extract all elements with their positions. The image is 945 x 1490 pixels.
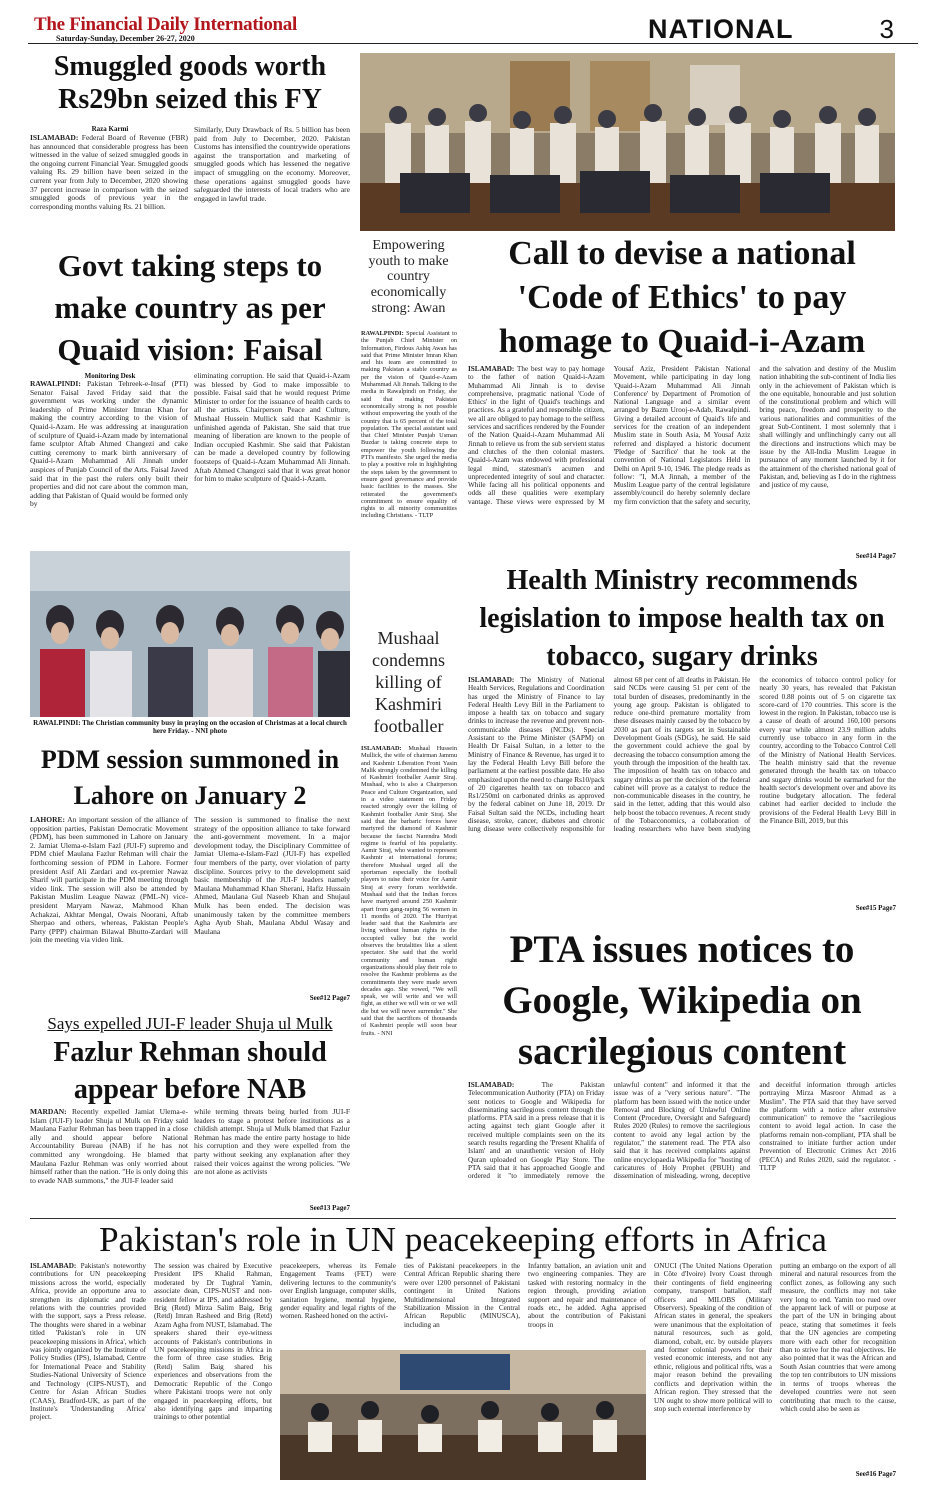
fazl-kicker: Says expelled JUI-F leader Shuja ul Mulk bbox=[47, 1014, 333, 1033]
africa-col-e: Infantry battalion, an aviation unit and two engineering companies. They are tasked with restoring normalcy in the region through, providing aviation support and repair and maintenance of roads etc., he added. Agha apprised about the contribution of Pakistani troops in bbox=[528, 1262, 646, 1329]
ethics-continuation: See#14 Page7 bbox=[855, 552, 896, 560]
ethics-headline: Call to devise a national 'Code of Ethics' to pay homage to Quaid-i-Azam bbox=[498, 235, 866, 360]
health-dateline: ISLAMABAD: bbox=[468, 676, 515, 684]
health-body bbox=[468, 676, 896, 904]
govt-col1 bbox=[30, 380, 188, 543]
church-photo bbox=[30, 551, 350, 717]
empowering-text: Special Assistant to the Punjab Chief Minister on Information, Firdous Ashiq Awan has said that Prime Minister Imran Khan and his team are committed to making Pakistan a stable country as per the vision of Quaid-e-Azam Muhammad Ali Jinnah. Talking to the media in Rawalpindi on Friday, she said that making Pakistan economically strong is not possible without empowering the youth of the country that is 65 percent of the total population. The special assistant said that Chief Minister Punjab Usman Buzdar is taking concrete steps to empower the youth following the PTI's manifesto. She urged the media to play a positive role in highlighting the steps taken by the government to ensure good governance and provide basic facilities to the masses. She reiterated the government's commitment to ensure equality of rights to all minority communities including Christians. - TLTP bbox=[361, 330, 457, 520]
fazl-text-1: Recently expelled Jamiat Ulema-e-Islam (JUI-F) leader Shuja ul Mulk on Friday said Maulana Fazlur Rehman has been trapped in a close ally and should appear before National Accountability Bureau (NAB) if he has not committed any wrongdoing. He blamed that Maulana Fazlur Rehman was only worried about himself rather than the nation. "He is only doing this to evade NAB summons," the JUI-F leader said bbox=[30, 1108, 188, 1185]
church-photo-image bbox=[30, 551, 350, 717]
africa-headline: Pakistan's role in UN peacekeeping efforts in Africa bbox=[99, 1220, 827, 1259]
govt-dateline: RAWALPINDI: bbox=[30, 380, 81, 388]
fazl-col2: while terming threats being hurled from JUI-F leaders to stage a protest before institutions as a childish attempt. Shuja ul Mulk blamed that Fazlur Rehman has made the entire party hostage to hide his corruption and they were expelled from the party without seeking any explanation after they raised their voices against the wrong policies. "We are not alone as activists bbox=[194, 1108, 350, 1177]
health-headline: Health Ministry recommends legislation to impose health tax on tobacco, sugary drinks bbox=[479, 565, 885, 672]
govt-col2: eliminating corruption. He said that Quaid-i-Azam was blessed by God to make impossible to possible. Faisal said that he would request Prime Minister to order for the issuance of health cards to all the artists. Chairperson Peace and Culture, Mushaal Hussein Mullick said that Kashmir is unfinished agenda of Pakistan. She said that true meaning of liberation are known to the people of Indian occupied Kashmir. She said that Pakistan can be made a developed country by following footsteps of Quaid-i-Azam Muhammad Ali Jinnah. Aftab Ahmed Changezi said that it was great honor for him to make sculpture of Quaid-i-Azam. bbox=[194, 372, 350, 484]
govt-headline: Govt taking steps to make country as per Quaid vision: Faisal bbox=[54, 248, 326, 367]
smuggled-headline: Smuggled goods worth Rs29bn seized this FY bbox=[53, 51, 327, 116]
empowering-dateline: RAWALPINDI: bbox=[361, 330, 404, 337]
pdm-col1 bbox=[30, 816, 188, 1002]
ethics-text: The best way to pay homage to the father of nation Quaid-i-Azam Muhammad Ali Jinnah is to devise comprehensive, pragmatic national 'Code of Ethics' in the light of Quaid's teachings and practices. As a grateful and responsible citizen, we all are obliged to pay homage to the selfless services and sacrifices rendered by the Founder of the Nation Quaid-i-Azam Muhammad Ali Jinnah to relieve us from the sub servient status and clutches of the then colonial masters. Quaid-i-Azam was endowed with professional legal mind, statesman's acumen and unprecedented integrity of soul and character. While facing all his political opponents and odds all these qualities were exemplary vantage. These views were expressed by M Yousaf Aziz, President Pakistan National Movement, while participating in day long 'Quaid-i-Azam Muhammad Ali Jinnah Conference' by Department of Promotion of National Language and a similar event arranged by Bazm Urooj-e-Adab, Rawalpindi. Giving a detailed account of Quaid's life and services for the creation of an independent Muslim state in South Asia, M Yousaf Aziz referred and displayed a historic document 'Pledge of Sacrifice' that he took at the convention of National Legislators Held in Delhi on April 9-10, 1946. The pledge reads as follow: "I, M.A Jinnah, a member of the Muslim League party of the central legislature assembly/council do hereby solemnly declare my firm conviction that the safety and security, and the salvation and destiny of the Muslim nation inhabiting the sub-continent of India lies only in the achievement of Pakistan which is the one equitable, honourable and just solution of the constitutional problem and which will bring peace, freedom and prosperity to the various nationalities and communities of the great Sub-Continent. I most solemnly that i shall willingly and unflinchingly carry out all the directions and instructions which may be issue by the All-India Muslim League in pursuance of any moment launched by it for the attainment of the cherished national goal of Pakistan, and, believing as I do in the rightness and justice of my cause, bbox=[468, 365, 896, 506]
smuggled-col2: Similarly, Duty Drawback of Rs. 5 billion has been paid from July to December, 2020. Pakistan Customs has intensified the countrywide operations against the transportation and marketing of smuggled goods which has lessened the negative impact of smuggling on the economy. Moreover, these operations against smuggled goods have safeguarded the interests of local traders who are engaged in lawful trade. bbox=[194, 126, 350, 203]
govt-byline: Monitoring Desk bbox=[84, 372, 136, 380]
issue-date: Saturday-Sunday, December 26-27, 2020 bbox=[56, 34, 195, 43]
pta-text: The Pakistan Telecommunication Authority (PTA) on Friday sent notices to Google and Wikipedia for disseminating sacrilegious content through the platforms. PTA said in a press release that it is acting against tech giant Google after it received multiple complaints seen on the its search results regarding the 'Present Khalifa of Islam' and an unauthentic version of Holy Quran uploaded on Google Play Store. The PTA said that it has approached Google and ordered it "to immediately remove the unlawful content" and informed it that the issue was of a "very serious nature". "The platform has been issued with the notice under Removal and Blocking of Unlawful Online Content (Procedure, Oversight and Safeguard) Rules 2020 (Rules) to remove the sacrilegious content to avoid any legal action by the regulator," the statement read. The PTA also said that it has received complaints against online encyclopaedia Wikipedia for "hosting of caricatures of Holy Prophet (PBUH) and dissemination of misleading, wrong, deceptive and deceitful information through articles portraying Mirza Masroor Ahmad as a Muslim". The PTA said that they have served the platform with a notice after extensive communication" to remove the "sacrilegious content to avoid legal action. In case the platforms remain non-compliant, PTA shall be constrained to initiate further action under Prevention of Electronic Crimes Act 2016 (PECA) and Rules 2020, said the regulator. - TLTP bbox=[468, 1081, 896, 1181]
webinar-photo-image bbox=[280, 1350, 646, 1480]
fazl-dateline: MARDAN: bbox=[30, 1108, 67, 1116]
pdm-col2: The session is summoned to finalise the next strategy of the opposition alliance to take forward the anti-government movement. In a major development today, the Disciplinary Committee of Jamiat Ulema-e-Islam-Fazl (JUI-F) has expelled four members of the party, over violation of party discipline. Sources privy to the development said basic membership of the JUI-F leaders namely Maulana Muhammad Khan Sherani, Hafiz Hussain Ahmed, Maulana Gul Naseeb Khan and Shujaul Mulk has been ended. The decision was unanimously taken by the committee members Agha Ayub Shah, Maulana Abdul Wasay and Maulana bbox=[194, 816, 350, 936]
pta-body bbox=[468, 1081, 896, 1215]
africa-continuation: See#16 Page7 bbox=[855, 1470, 896, 1478]
smuggled-dateline: ISLAMABAD: bbox=[30, 134, 79, 142]
africa-col-f: ONUCI (The United Nations Operation in Côte d'Ivoire) Ivory Coast through their contingents of field engineering company, transport battalion, staff officers and MILOBS (Military Observers). Speaking of the condition of African states in general, the speakers were unanimous that the exploitation of natural resources, such as gold, diamond, cobalt, etc. by outside players and former colonial powers for their vested economic interests, and not any ethnic, religious and political rifts, was a major reason behind the prevailing conflicts and deprivation within the African region. They stressed that the UN ought to show more political will to stop such external interference by bbox=[654, 1262, 772, 1413]
africa-dateline: ISLAMABAD: bbox=[30, 1262, 77, 1270]
health-continuation: See#15 Page7 bbox=[855, 904, 896, 912]
africa-col-g: putting an embargo on the export of all mineral and natural resources from the conflict zones, as following any such measure, the conflicts may not take very long to end. Yamin too rued over the apparent lack of will or purpose at the part of the UN in bringing about peace, stating that sometimes it feels that the UN agencies are competing more with each other for recognition than to strive for the real objectives. He also pointed that it was the African and South Asian countries that were among the top ten contributors to UN missions in terms of troops whereas the developed countries were not seen contributing that much to the cause, which could also be seen as bbox=[780, 1262, 896, 1413]
fazl-headline: Fazlur Rehman should appear before NAB bbox=[53, 1037, 327, 1105]
pdm-headline: PDM session summoned in Lahore on January 2 bbox=[40, 745, 340, 810]
africa-col-b: The session was chaired by Executive President IPS Khalid Rahman, moderated by Dr Tughral Yamin, associate dean, CIPS-NUST and non-resident fellow at IPS, and addressed by Brig (Retd) Mirza Salim Baig, Brig (Retd) Imran Rasheed and Brig (Retd) Azam Agha from NUST, Islamabad. The speakers shared their eye-witness accounts of Pakistan's contributions in UN peacekeeping missions in Africa in the form of three case studies. Brig (Retd) Salim Baig shared his experiences and observations from the Democratic Republic of the Congo where Pakistani troops were not only engaged in peacekeeping efforts, but also identifying gaps and imparting trainings to other potential bbox=[154, 1262, 272, 1422]
smuggled-byline: Raza Karmi bbox=[91, 125, 129, 133]
church-photo-caption: RAWALPINDI: The Christian community busy in praying on the occasion of Christmas at a local church here Friday. - NNI photo bbox=[33, 719, 347, 735]
section-name: NATIONAL bbox=[648, 14, 794, 44]
empowering-headline: Empowering youth to make country economically strong: Awan bbox=[368, 238, 449, 316]
publication-name: The Financial Daily International bbox=[34, 14, 297, 35]
pdm-continuation: See#12 Page7 bbox=[309, 994, 350, 1002]
ethics-dateline: ISLAMABAD: bbox=[468, 365, 515, 373]
pdm-text-1: An important session of the alliance of opposition parties, Pakistan Democratic Movement (PDM), has been summoned in Lahore on January 2. Jamiat Ulema-e-Islam Fazl (JUI-F) supremo and PDM chief Maulana Fazlur Rehman will chair the forthcoming session of PDM in Lahore. Former president Asif Ali Zardari and ex-premier Nawaz Sharif will participate in the PDM meeting through video link. The session will also be attended by Pakistan Muslim League Nawaz (PML-N) vice-president Maryam Nawaz, Mahmood Khan Achakzai, Akhtar Mengal, Owais Noorani, Aftab Sherpao and others, whereas, Pakistan People's Party (PPP) chairman Bilawal Bhutto-Zardari will join the meeting via video link. bbox=[30, 816, 188, 945]
mushaal-text: Mushaal Hussein Mullick, the wife of chairman Jammu and Kashmir Liberation Front Yasin Malik strongly condemned the killing of Kashmiri footballer Aamir Siraj. Mushaal, who is also a Chairperson Peace and Culture Organization, said in a video statement on Friday reacted strongly over the killing of Kashmiri footballer Amir Siraj. She said that the barbaric forces have martyred the diamond of Kashmir because the fascist Narendra Modi regime is fearful of his popularity. Aamir Siraj, who wanted to represent Kashmir at international forums; therefore Mushaal urged all the sportsman especially the football players to raise their voice for Aamir Siraj at every forum worldwide. Mushaal said that the Indian forces have martyred around 250 Kashmir apart from gang-raping 56 women in 11 months of 2020. The Hurriyat leader said that the Kashmiris are living without human rights in the occupied valley but the world observes the brutalities like a silent spectator. She said that the world community and human right organizations should play their role to resolve the Kashmir problems as the commitments they were made seven decades ago. She vowed, "We will speak, we will write and we will fight, as either we will win or we will die but we will never surrender." She said that the sacrifices of thousands of Kashmiri people will soon bear fruits. - NNI bbox=[361, 745, 457, 1037]
pta-headline: PTA issues notices to Google, Wikipedia on sacrilegious content bbox=[502, 928, 862, 1073]
fazl-col1 bbox=[30, 1108, 188, 1214]
govt-text-1: Pakistan Tehreek-e-Insaf (PTI) Senator Faisal Javed Friday said that the government was working under the dynamic leadership of Prime Minister Imran Khan for making the country according to the vision of Quaid-i-Azam. He was addressing at inauguration of sculpture of Quaid-i-Azam made by international fame sculptor Aftab Ahmed Changezi and cake cutting ceremony to mark birth anniversary of Quaid-i-Azam Muhammad Ali Jinnah under auspices of Punjab Council of the Arts. Faisal Javed said that in the past the rulers only built their properties and did not care about the common man, adding that Pakistan of Quaid would be formed only by bbox=[30, 380, 188, 509]
conference-photo bbox=[360, 53, 895, 231]
fazl-continuation: See#13 Page7 bbox=[309, 1204, 350, 1212]
smuggled-col1 bbox=[30, 134, 188, 246]
page-number: 3 bbox=[879, 14, 894, 44]
mushaal-body bbox=[361, 745, 457, 1185]
africa-col-a bbox=[30, 1262, 146, 1480]
pdm-dateline: LAHORE: bbox=[30, 816, 66, 824]
empowering-body bbox=[361, 330, 457, 615]
smuggled-text-1: Federal Board of Revenue (FBR) has announced that considerable progress has been witnessed in the value of seized smuggled goods in the ongoing current Financial Year. Smuggled goods valuing Rs. 29 billion have been seized in the current year from July to December, 2020 showing 37 percent increase in comparison with the seized smuggled goods of previous year in the corresponding months valuing Rs. 21 billion. bbox=[30, 134, 188, 211]
africa-col-c: peacekeepers, whereas its Female Engagement Teams (FET) were delivering lectures to the community's over English language, computer skills, sanitation hygiene, mental hygiene, gender equality and legal rights of the women. Rasheed honed on the activi- bbox=[280, 1262, 396, 1321]
health-text: The Ministry of National Health Services, Regulations and Coordination has urged the Ministry of Finance to lay Federal Health Levy Bill in the Parliament to impose a health tax on tobacco and sugary drinks to increase the revenue and prevent non-communicable diseases (NCDs). Special Assistant to the Prime Minister (SAPM) on Health Dr Faisal Sultan, in a letter to the Ministry of Finance & Revenue, has urged it to lay the Federal Health Levy Bill before the parliament at the earliest possible date. He also emphasized upon the need to charge Rs10/pack of 20 cigarettes health tax on tobacco and Rs1/250ml on carbonated drinks as approved by the federal cabinet on June 18, 2019. Dr Faisal Sultan said the NCDs, including heart disease, stroke, cancer, diabetes and chronic lung disease were collectively responsible for almost 68 per cent of all deaths in Pakistan. He said NCDs were causing 51 per cent of the total burden of diseases, predominantly in the young age group. Pakistan is obligated to reduce one-third premature mortality from these diseases mainly caused by the tobacco by 2030 as part of its targets set in Sustainable Development Goals (SDGs), he said. He said the government could achieve the goal by decreasing the tobacco consumption among the youth through the imposition of the health tax. The imposition of health tax on tobacco and sugary drinks as per the decision of the federal cabinet will prove as a catalyst to reduce the non-communicable diseases in the country, he said in the letter, adding that this would also help boost the tobacco revenues. A recent study of the Tobacconomics, a collaboration of leading researchers who have been studying the economics of tobacco control policy for nearly 30 years, has revealed that Pakistan scored 0.88 points out of 5 on cigarette tax score-card of 170 countries. This score is the lowest in the region. In Pakistan, tobacco use is a cause of death of around 160,100 persons every year while almost 23.9 million adults currently use tobacco in any form in the country, according to the Tobacco Control Cell of the Ministry of National Health Services. The health ministry said that the revenue generated through the health tax on tobacco and sugary drinks would be earmarked for the health sector's development over and above its routine budgetary allocation. The federal cabinet had earlier decided to include the provisions of the Federal Health Levy Bill in the Finance Bill, 2019, but this bbox=[468, 676, 896, 834]
africa-col-d: ties of Pakistani peacekeepers in the Central African Republic sharing there were over 1200 personnel of Pakistani contingent in United Nations Multidimensional Integrated Stabilization Mission in the Central African Republic (MINUSCA), including an bbox=[404, 1262, 520, 1329]
webinar-photo bbox=[280, 1350, 646, 1480]
ethics-body bbox=[468, 365, 896, 553]
africa-text-a: Pakistan's noteworthy contributions for UN peacekeeping missions across the world, especially Africa, provide an opportune area to strengthen its diplomatic and trade relations with the countries provided with the support, says a Press release. The thoughts were shared in a webinar titled 'Pakistan's role in UN peacekeeping missions in Africa', which was jointly organized by the Institute of Policy Studies (IPS), Islamabad, Centre for International Peace and Stability Studies-National University of Science and Technology (CIPS-NUST), and Centre for Asian African Studies (CAAS), Bradford-UK, as part of the Institute's 'Understanding Africa' project. bbox=[30, 1262, 146, 1422]
conference-photo-image bbox=[360, 53, 895, 231]
mushaal-headline: Mushaal condemns killing of Kashmiri footballer bbox=[372, 628, 445, 736]
masthead bbox=[28, 14, 918, 44]
mushaal-dateline: ISLAMABAD: bbox=[361, 745, 402, 752]
pta-dateline: ISLAMABAD: bbox=[468, 1081, 515, 1089]
